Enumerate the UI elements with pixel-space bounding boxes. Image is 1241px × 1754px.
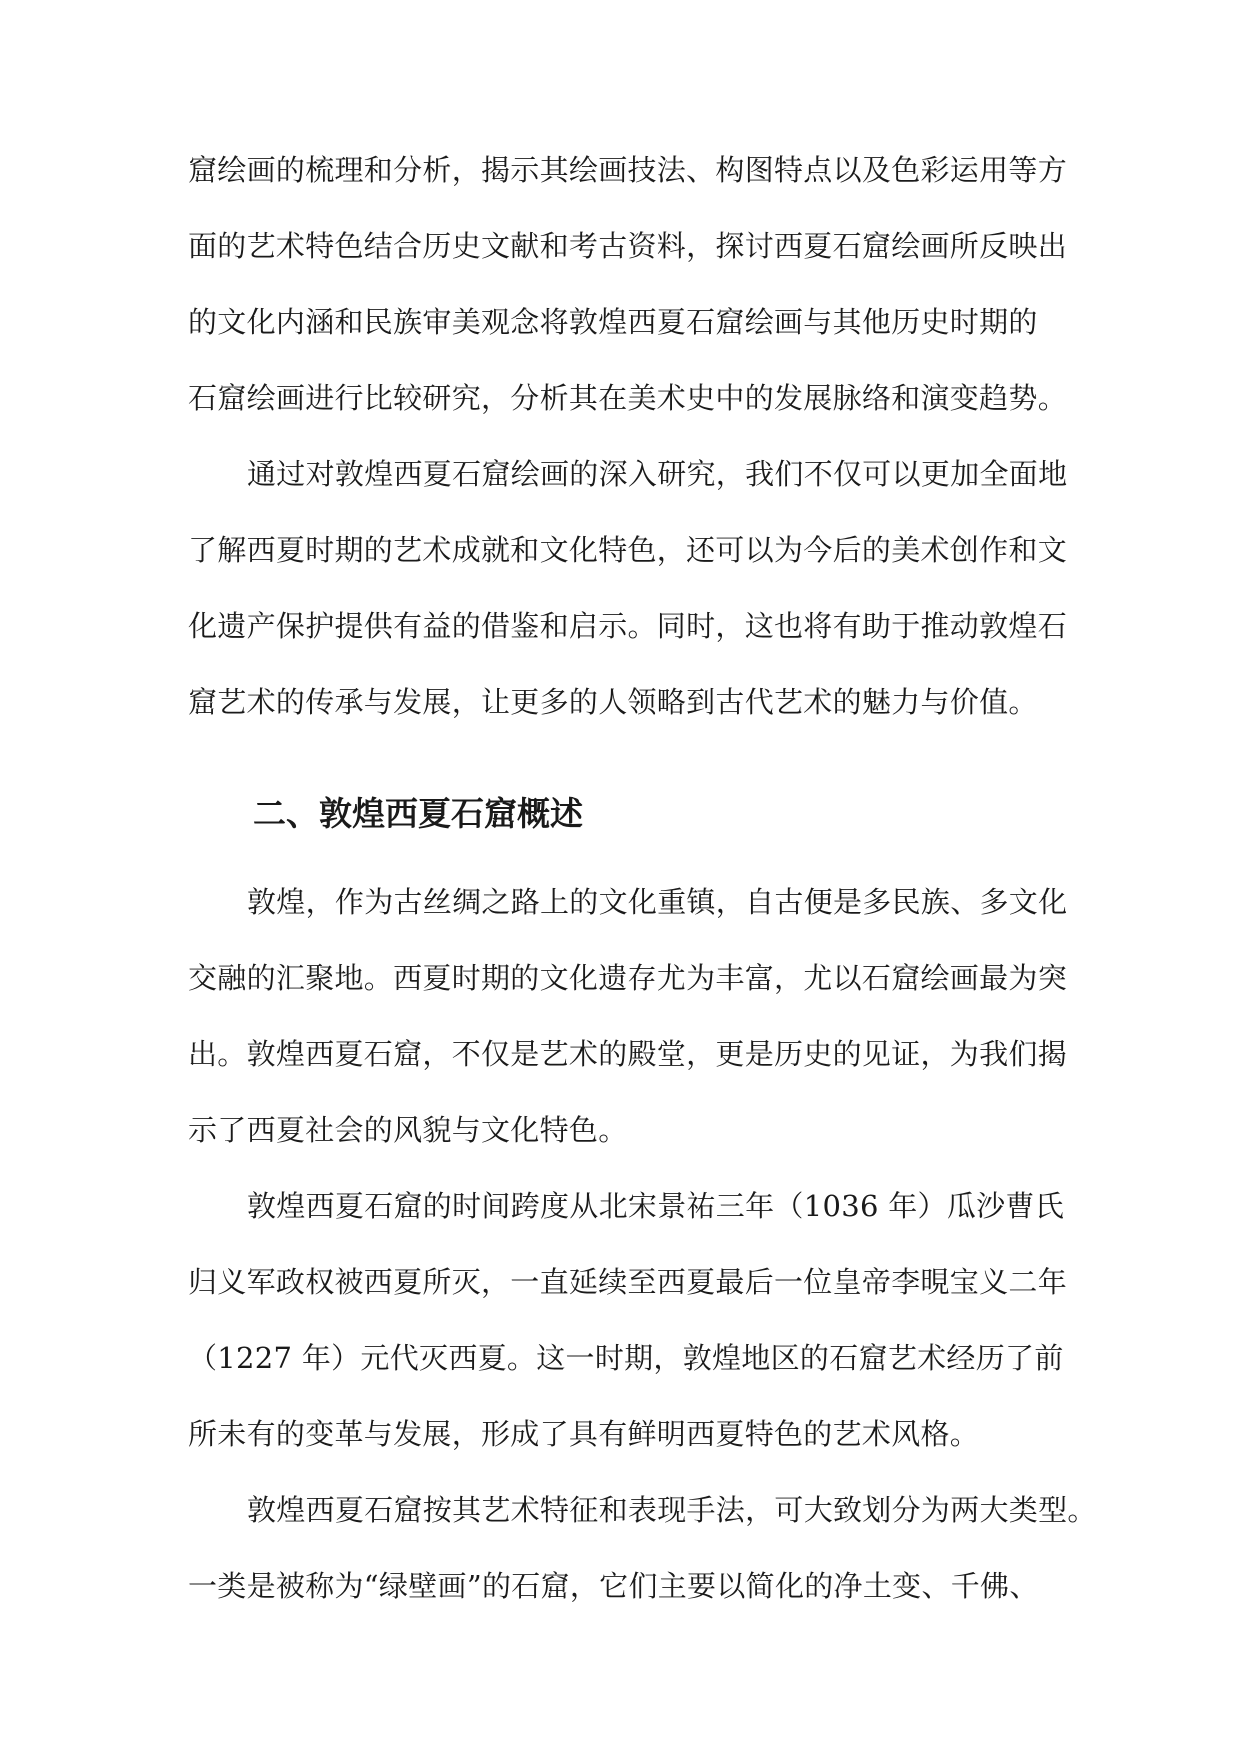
paragraph-line: 敦煌西夏石窟按其艺术特征和表现手法，可大致划分为两大类型。 [247,1493,1097,1527]
paragraph-line: 石窟绘画进行比较研究，分析其在美术史中的发展脉络和演变趋势。 [188,381,1068,415]
paragraph-line: 归义军政权被西夏所灭，一直延续至西夏最后一位皇帝李晛宝义二年 [188,1265,1068,1299]
paragraph-line: 所未有的变革与发展，形成了具有鲜明西夏特色的艺术风格。 [188,1417,980,1451]
paragraph-line: 敦煌，作为古丝绸之路上的文化重镇，自古便是多民族、多文化 [247,885,1068,919]
paragraph-line: 的文化内涵和民族审美观念将敦煌西夏石窟绘画与其他历史时期的 [188,305,1038,339]
paragraph-line: 面的艺术特色结合历史文献和考古资料，探讨西夏石窟绘画所反映出 [188,229,1068,263]
paragraph-line: 示了西夏社会的风貌与文化特色。 [188,1113,628,1147]
section-heading: 二、敦煌西夏石窟概述 [253,794,583,833]
paragraph-line: 化遗产保护提供有益的借鉴和启示。同时，这也将有助于推动敦煌石 [188,609,1068,643]
paragraph-line: 通过对敦煌西夏石窟绘画的深入研究，我们不仅可以更加全面地 [247,457,1068,491]
paragraph-line: 窟艺术的传承与发展，让更多的人领略到古代艺术的魅力与价值。 [188,685,1038,719]
paragraph-line: 敦煌西夏石窟的时间跨度从北宋景祐三年（1036 年）瓜沙曹氏 [247,1189,1065,1223]
paragraph-line: 出。敦煌西夏石窟，不仅是艺术的殿堂，更是历史的见证，为我们揭 [188,1037,1068,1071]
paragraph-line: 交融的汇聚地。西夏时期的文化遗存尤为丰富，尤以石窟绘画最为突 [188,961,1068,995]
paragraph-line: （1227 年）元代灭西夏。这一时期，敦煌地区的石窟艺术经历了前 [188,1341,1064,1375]
paragraph-line: 一类是被称为“绿壁画”的石窟，它们主要以简化的净土变、千佛、 [188,1569,1039,1603]
paragraph-line: 窟绘画的梳理和分析，揭示其绘画技法、构图特点以及色彩运用等方 [188,153,1068,187]
paragraph-line: 了解西夏时期的艺术成就和文化特色，还可以为今后的美术创作和文 [188,533,1068,567]
